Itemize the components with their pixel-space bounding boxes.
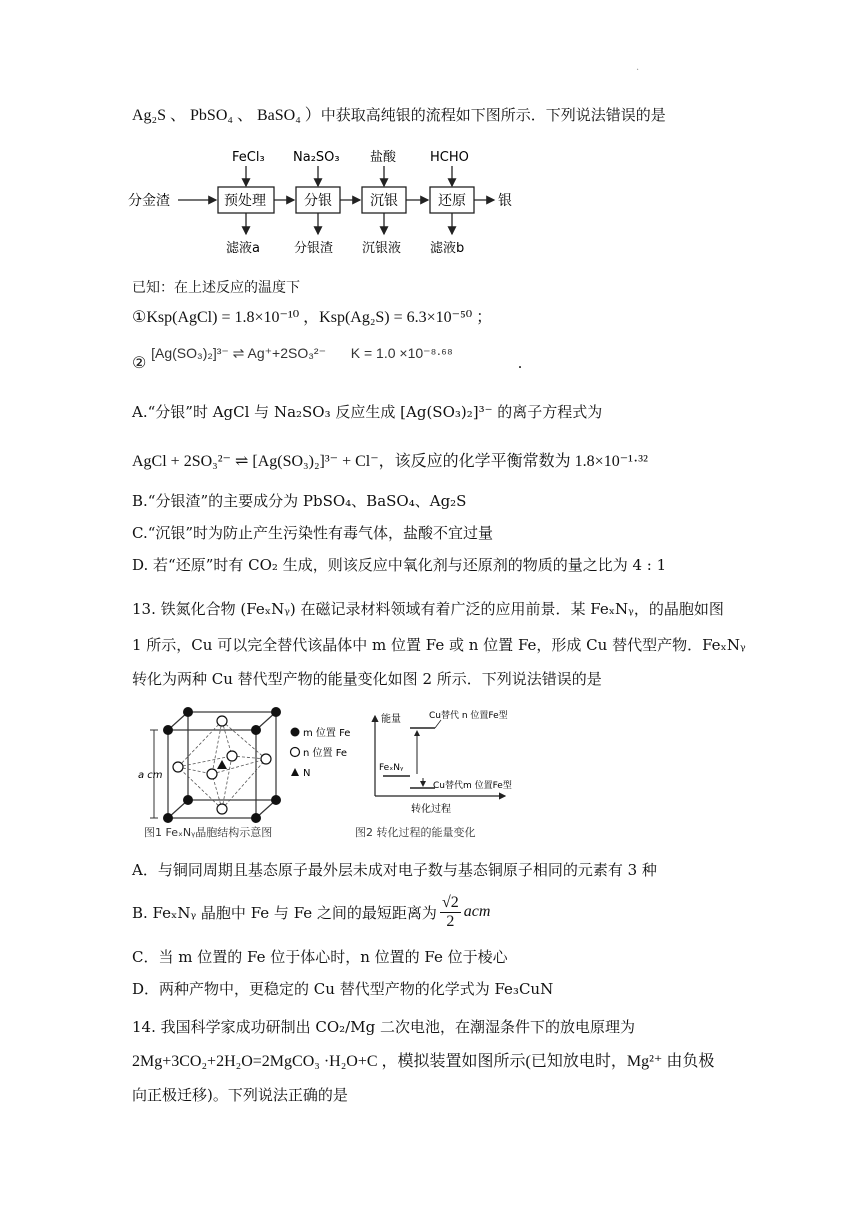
fig2-left-label: FeₓNᵧ xyxy=(379,763,404,773)
known-title: 已知：在上述反应的温度下 xyxy=(132,280,300,296)
known-item-2-k: K = 1.0 ×10⁻⁸·⁶⁸ xyxy=(350,345,453,361)
flow-reagent-2: Na₂SO₃ xyxy=(293,150,340,165)
fraction-denominator: 2 xyxy=(446,912,455,930)
q14-stem-line2: 2Mg+3CO₂+2H₂O=2MgCO₃ ·H₂O+C ，模拟装置如图所示(已知放电时，Mg²⁺ 由负极 xyxy=(132,1053,715,1070)
flow-end: 银 xyxy=(498,193,512,209)
flow-step-4: 还原 xyxy=(438,193,466,209)
fraction-numerator: √2 xyxy=(441,893,459,911)
q13-option-a: A．与铜同周期且基态原子最外层未成对电子数与基态铜原子相同的元素有 3 种 xyxy=(132,861,657,879)
flow-output-3: 沉银液 xyxy=(362,241,402,256)
fig2-bottom-label: Cu替代m 位置Fe型 xyxy=(433,781,512,791)
q14-stem-line1: 14. 我国科学家成功研制出 CO₂/Mg 二次电池，在潮湿条件下的放电原理为 xyxy=(132,1018,635,1036)
intro-compounds: Ag₂S 、 PbSO₄ 、 BaSO₄ ） xyxy=(132,107,321,124)
q13-stem-line2: 1 所示，Cu 可以完全替代该晶体中 m 位置 Fe 或 n 位置 Fe，形成 Cu 替代型产物．FeₓNᵧ xyxy=(132,636,746,654)
known-item-2-marker: ② xyxy=(132,353,147,372)
q12-option-a-line2: AgCl + 2SO₃²⁻ ⇌ [Ag(SO₃)₂]³⁻ + Cl⁻，该反应的化学平衡常数为 1.8×10⁻¹·³² xyxy=(132,453,648,470)
known-item-2 xyxy=(132,345,523,374)
q13-stem-line3: 转化为两种 Cu 替代型产物的能量变化如图 2 所示．下列说法错误的是 xyxy=(132,670,602,688)
q13-option-c: C．当 m 位置的 Fe 位于体心时，n 位置的 Fe 位于棱心 xyxy=(132,948,508,966)
fig1-caption: 图1 FeₓNᵧ晶胞结构示意图 xyxy=(144,826,273,839)
flow-diagram xyxy=(128,146,528,261)
fig2-x-label: 转化过程 xyxy=(411,804,451,815)
q13-option-d: D．两种产物中，更稳定的 Cu 替代型产物的化学式为 Fe₃CuN xyxy=(132,980,554,998)
q12-option-b: B.“分银渣”的主要成分为 PbSO₄、BaSO₄、Ag₂S xyxy=(132,492,467,510)
fig1-edge-label: a cm xyxy=(138,770,163,781)
q13-stem-line1: 13. 铁氮化合物 (FeₓNᵧ) 在磁记录材料领域有着广泛的应用前景．某 FeₓNᵧ，的晶胞如图 xyxy=(132,600,724,618)
intro-text: 中获取高纯银的流程如下图所示．下列说法错误的是 xyxy=(320,106,666,124)
q12-option-c: C.“沉银”时为防止产生污染性有毒气体，盐酸不宜过量 xyxy=(132,524,494,542)
known-item-2-eq: [Ag(SO₃)₂]³⁻ ⇌ Ag⁺+2SO₃²⁻ xyxy=(151,345,326,361)
flow-reagent-4: HCHO xyxy=(430,150,469,165)
fig2-y-label: 能量 xyxy=(381,714,401,725)
known-item-2-end: . xyxy=(517,354,523,372)
q13-option-b xyxy=(132,890,490,934)
fig1-legend-m: m 位置 Fe xyxy=(303,728,351,739)
flow-step-2: 分银 xyxy=(304,193,332,209)
fig2-caption: 图2 转化过程的能量变化 xyxy=(355,826,476,839)
figure-2-energy-diagram xyxy=(355,706,540,841)
q14-stem-line3: 向正极迁移)。下列说法正确的是 xyxy=(132,1086,348,1104)
flow-step-3: 沉银 xyxy=(370,193,398,209)
q13-option-b-text: B. FeₓNᵧ 晶胞中 Fe 与 Fe 之间的最短距离为 xyxy=(132,903,437,922)
flow-output-4: 滤液b xyxy=(430,241,465,256)
fraction xyxy=(440,894,461,931)
q12-option-a-line1: A.“分银”时 AgCl 与 Na₂SO₃ 反应生成 [Ag(SO₃)₂]³⁻ 的离子方程式为 xyxy=(132,403,603,421)
flow-start: 分金渣 xyxy=(128,193,170,209)
q12-option-d: D. 若“还原”时有 CO₂ 生成，则该反应中氧化剂与还原剂的物质的量之比为 4 : 1 xyxy=(132,556,667,574)
header-dot: . xyxy=(636,62,640,73)
flow-reagent-1: FeCl₃ xyxy=(232,150,265,165)
flow-output-2: 分银渣 xyxy=(294,241,334,256)
intro-line xyxy=(132,104,666,127)
q13-option-b-unit: acm xyxy=(463,903,491,920)
flow-step-1: 预处理 xyxy=(224,193,266,209)
fig1-legend-N: N xyxy=(303,768,311,779)
flow-output-1: 滤液a xyxy=(226,241,260,256)
figure-1-unit-cell xyxy=(138,706,353,841)
known-item-1: ①Ksp(AgCl) = 1.8×10⁻¹⁰ ，Ksp(Ag₂S) = 6.3×10⁻⁵⁰ ； xyxy=(132,309,493,326)
fig2-top-label: Cu替代 n 位置Fe型 xyxy=(429,711,508,721)
fig1-legend-n: n 位置 Fe xyxy=(303,748,348,759)
flow-reagent-3: 盐酸 xyxy=(370,150,397,165)
